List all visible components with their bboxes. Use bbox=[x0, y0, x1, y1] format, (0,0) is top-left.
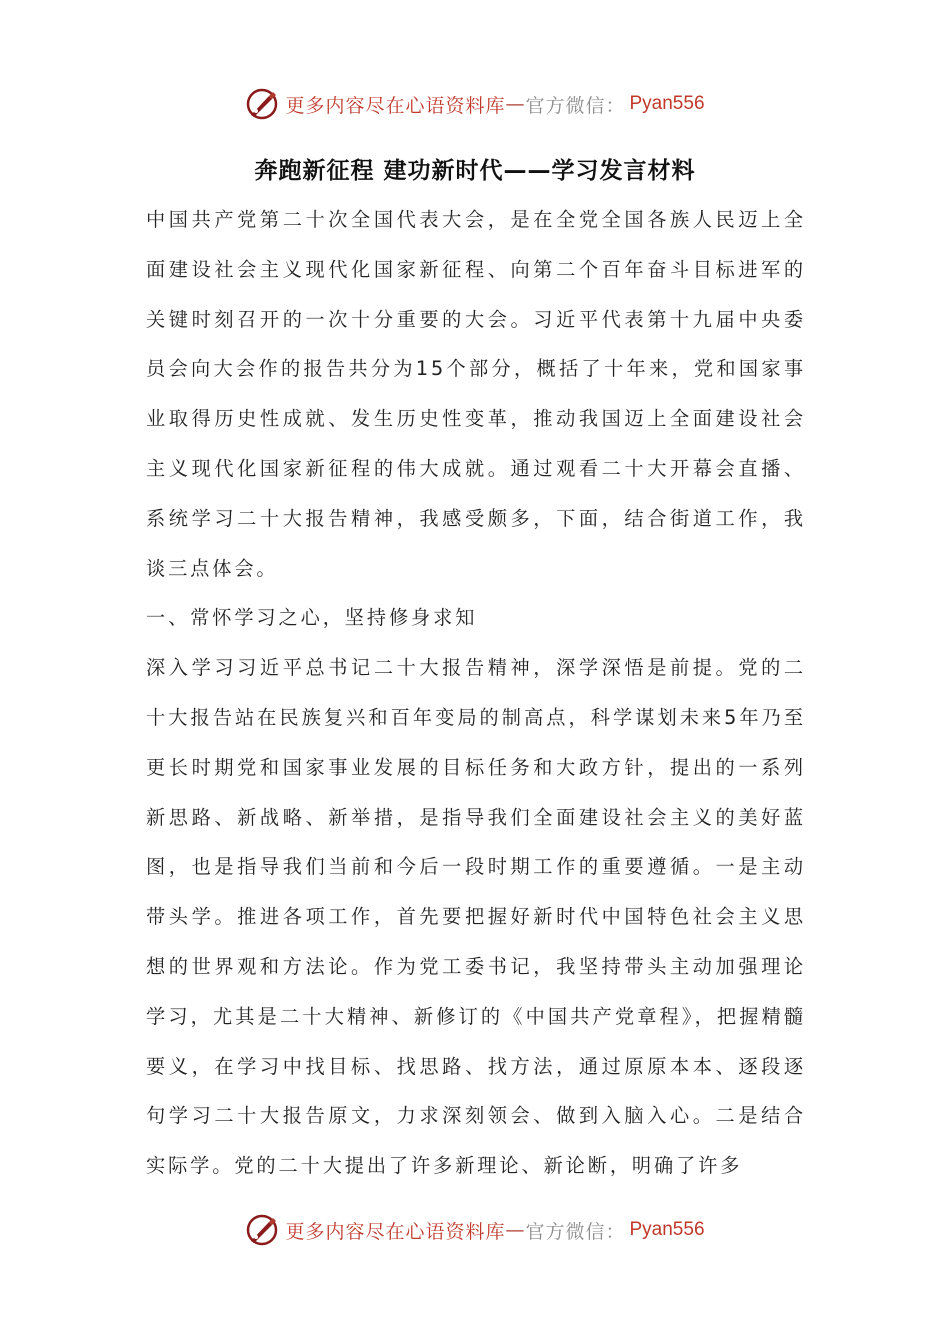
banner-dash: — bbox=[505, 1219, 526, 1241]
pen-logo-icon bbox=[245, 1213, 279, 1247]
banner-text: 更多内容尽在心语资料库 bbox=[285, 1220, 506, 1243]
header-watermark-banner bbox=[0, 84, 950, 124]
banner-wechat-id: Pyan556 bbox=[629, 1219, 705, 1240]
banner-wechat-id: Pyan556 bbox=[629, 93, 705, 114]
document-title: 奔跑新征程 建功新时代——学习发言材料 bbox=[254, 158, 696, 184]
body-paragraph: 深入学习习近平总书记二十大报告精神，深学深悟是前提。党的二十大报告站在民族复兴和百年变局的制高点，科学谋划未来5年乃至更长时期党和国家事业发展的目标任务和大政方针，提出的一系列新思路、新战略、新举措，是指导我们全面建设社会主义的美好蓝图，也是指导我们当前和今后一段时期工作的重要遵循。一是主动带头学。推进各项工作，首先要把握好新时代中国特色社会主义思想的世界观和方法论。作为党工委书记，我坚持带头主动加强理论学习，尤其是二十大精神、新修订的《中国共产党章程》，把握精髓要义，在学习中找目标、找思路、找方法，通过原原本本、逐段逐句学习二十大报告原文，力求深刻领会、做到入脑入心。二是结合实际学。党的二十大提出了许多新理论、新论断，明确了许多 bbox=[146, 656, 806, 1178]
footer-watermark-banner bbox=[0, 1210, 950, 1250]
section-heading: 一、常怀学习之心，坚持修身求知 bbox=[146, 606, 478, 630]
pen-logo-icon bbox=[245, 87, 279, 121]
banner-wechat-label: 官方微信： bbox=[525, 94, 626, 117]
banner-wechat-label: 官方微信： bbox=[525, 1220, 626, 1243]
document-body bbox=[146, 195, 806, 1191]
body-paragraph: 中国共产党第二十次全国代表大会，是在全党全国各族人民迈上全面建设社会主义现代化国家新征程、向第二个百年奋斗目标进军的关键时刻召开的一次十分重要的大会。习近平代表第十九届中央委员会向大会作的报告共分为15个部分，概括了十年来，党和国家事业取得历史性成就、发生历史性变革，推动我国迈上全面建设社会主义现代化国家新征程的伟大成就。通过观看二十大开幕会直播、系统学习二十大报告精神，我感受颇多，下面，结合街道工作，我谈三点体会。 bbox=[146, 208, 806, 580]
banner-text: 更多内容尽在心语资料库 bbox=[285, 94, 506, 117]
banner-dash: — bbox=[505, 93, 526, 115]
